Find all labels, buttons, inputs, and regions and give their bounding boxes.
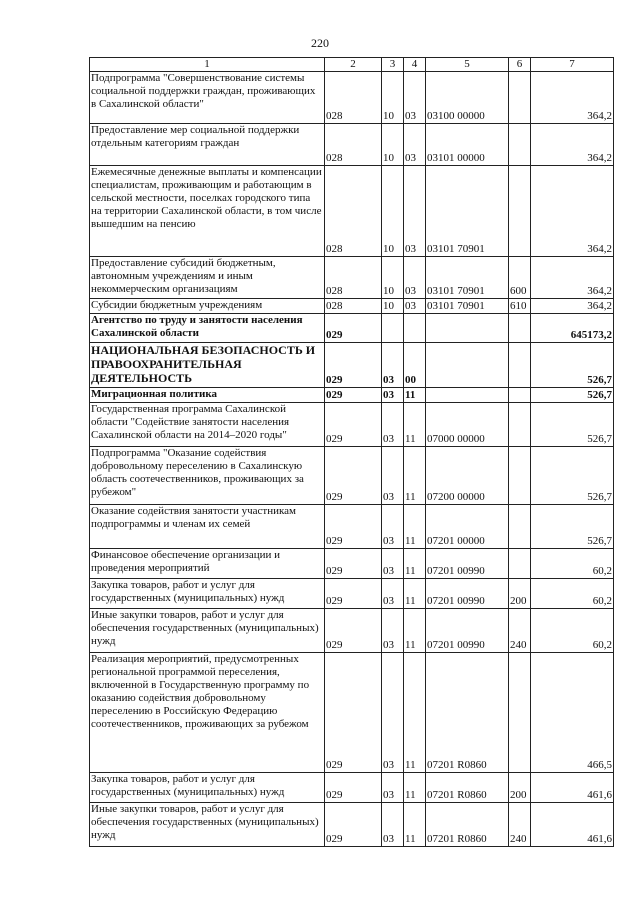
code-target-article bbox=[426, 388, 509, 403]
code-expense-type bbox=[509, 653, 531, 773]
amount-value: 526,7 bbox=[531, 403, 614, 447]
code-subsection: 11 bbox=[404, 447, 426, 505]
code-section: 03 bbox=[382, 403, 404, 447]
code-expense-type bbox=[509, 388, 531, 403]
row-name: Иные закупки товаров, работ и услуг для обеспечения государственных (муниципальных) нужд bbox=[90, 803, 325, 847]
amount-value: 645173,2 bbox=[531, 314, 614, 343]
amount-value: 364,2 bbox=[531, 299, 614, 314]
table-row bbox=[90, 609, 614, 653]
amount-value: 364,2 bbox=[531, 124, 614, 166]
amount-value: 526,7 bbox=[531, 388, 614, 403]
code-ministry: 029 bbox=[325, 314, 382, 343]
column-header: 4 bbox=[404, 58, 426, 72]
code-subsection bbox=[404, 314, 426, 343]
code-target-article: 03101 70901 bbox=[426, 299, 509, 314]
row-name: Миграционная политика bbox=[90, 388, 325, 403]
code-subsection: 11 bbox=[404, 403, 426, 447]
code-expense-type bbox=[509, 124, 531, 166]
amount-value: 60,2 bbox=[531, 609, 614, 653]
table-row bbox=[90, 773, 614, 803]
code-section: 10 bbox=[382, 166, 404, 257]
amount-value: 526,7 bbox=[531, 343, 614, 388]
code-expense-type: 200 bbox=[509, 579, 531, 609]
table-row bbox=[90, 343, 614, 388]
code-section: 03 bbox=[382, 653, 404, 773]
code-ministry: 028 bbox=[325, 299, 382, 314]
table-row bbox=[90, 403, 614, 447]
code-expense-type bbox=[509, 549, 531, 579]
table-row bbox=[90, 166, 614, 257]
code-section: 03 bbox=[382, 609, 404, 653]
row-name: Иные закупки товаров, работ и услуг для обеспечения государственных (муниципальных) нужд bbox=[90, 609, 325, 653]
table-row bbox=[90, 505, 614, 549]
code-target-article: 07201 R0860 bbox=[426, 653, 509, 773]
code-ministry: 028 bbox=[325, 72, 382, 124]
code-expense-type bbox=[509, 403, 531, 447]
row-name: Оказание содействия занятости участникам подпрограммы и членам их семей bbox=[90, 505, 325, 549]
code-ministry: 028 bbox=[325, 124, 382, 166]
table-row bbox=[90, 299, 614, 314]
row-name: Государственная программа Сахалинской области "Содействие занятости населения Сахалинской области на 2014–2020 годы" bbox=[90, 403, 325, 447]
code-target-article: 03100 00000 bbox=[426, 72, 509, 124]
code-expense-type bbox=[509, 72, 531, 124]
row-name: Закупка товаров, работ и услуг для государственных (муниципальных) нужд bbox=[90, 773, 325, 803]
budget-table bbox=[89, 57, 614, 847]
code-subsection: 11 bbox=[404, 609, 426, 653]
code-target-article bbox=[426, 314, 509, 343]
code-expense-type: 240 bbox=[509, 803, 531, 847]
code-target-article: 07200 00000 bbox=[426, 447, 509, 505]
code-subsection: 03 bbox=[404, 124, 426, 166]
code-target-article: 07000 00000 bbox=[426, 403, 509, 447]
code-subsection: 11 bbox=[404, 803, 426, 847]
column-header: 7 bbox=[531, 58, 614, 72]
code-subsection: 11 bbox=[404, 549, 426, 579]
amount-value: 526,7 bbox=[531, 447, 614, 505]
code-ministry: 029 bbox=[325, 343, 382, 388]
code-target-article: 03101 70901 bbox=[426, 257, 509, 299]
table-row bbox=[90, 314, 614, 343]
code-expense-type bbox=[509, 447, 531, 505]
row-name: НАЦИОНАЛЬНАЯ БЕЗОПАСНОСТЬ И ПРАВООХРАНИТЕЛЬНАЯ ДЕЯТЕЛЬНОСТЬ bbox=[90, 343, 325, 388]
amount-value: 364,2 bbox=[531, 257, 614, 299]
code-ministry: 029 bbox=[325, 388, 382, 403]
row-name: Реализация мероприятий, предусмотренных региональной программой переселения, включенной в Государственную программу по оказанию содействия добровольному переселению в Российскую Федерацию соотечественников, проживающих за рубежом bbox=[90, 653, 325, 773]
row-name: Закупка товаров, работ и услуг для государственных (муниципальных) нужд bbox=[90, 579, 325, 609]
code-subsection: 00 bbox=[404, 343, 426, 388]
code-target-article: 03101 70901 bbox=[426, 166, 509, 257]
code-subsection: 03 bbox=[404, 257, 426, 299]
code-target-article bbox=[426, 343, 509, 388]
table-row bbox=[90, 549, 614, 579]
code-section: 03 bbox=[382, 773, 404, 803]
amount-value: 466,5 bbox=[531, 653, 614, 773]
code-ministry: 028 bbox=[325, 257, 382, 299]
code-section: 10 bbox=[382, 124, 404, 166]
code-subsection: 11 bbox=[404, 505, 426, 549]
column-header: 2 bbox=[325, 58, 382, 72]
table-row bbox=[90, 447, 614, 505]
column-header: 6 bbox=[509, 58, 531, 72]
code-expense-type: 240 bbox=[509, 609, 531, 653]
code-subsection: 11 bbox=[404, 773, 426, 803]
code-target-article: 07201 R0860 bbox=[426, 803, 509, 847]
code-expense-type bbox=[509, 314, 531, 343]
amount-value: 461,6 bbox=[531, 803, 614, 847]
table-row bbox=[90, 72, 614, 124]
page-number: 220 bbox=[311, 36, 329, 50]
code-section bbox=[382, 314, 404, 343]
amount-value: 461,6 bbox=[531, 773, 614, 803]
code-section: 10 bbox=[382, 72, 404, 124]
code-section: 03 bbox=[382, 549, 404, 579]
code-target-article: 07201 00990 bbox=[426, 579, 509, 609]
amount-value: 364,2 bbox=[531, 166, 614, 257]
code-ministry: 029 bbox=[325, 447, 382, 505]
code-section: 03 bbox=[382, 447, 404, 505]
code-target-article: 07201 00990 bbox=[426, 549, 509, 579]
code-section: 10 bbox=[382, 299, 404, 314]
table-row bbox=[90, 388, 614, 403]
code-section: 10 bbox=[382, 257, 404, 299]
code-subsection: 03 bbox=[404, 72, 426, 124]
row-name: Предоставление субсидий бюджетным, автономным учреждениям и иным некоммерческим организациям bbox=[90, 257, 325, 299]
code-ministry: 029 bbox=[325, 579, 382, 609]
table-row bbox=[90, 124, 614, 166]
header-row bbox=[90, 58, 614, 72]
code-section: 03 bbox=[382, 803, 404, 847]
amount-value: 526,7 bbox=[531, 505, 614, 549]
code-expense-type bbox=[509, 343, 531, 388]
row-name: Ежемесячные денежные выплаты и компенсации специалистам, проживающим и работающим в сельской местности, поселках городского типа на территории Сахалинской области, в том числе вышедшим на пенсию bbox=[90, 166, 325, 257]
table-row bbox=[90, 803, 614, 847]
code-expense-type: 600 bbox=[509, 257, 531, 299]
code-ministry: 029 bbox=[325, 609, 382, 653]
row-name: Подпрограмма "Оказание содействия добровольному переселению в Сахалинскую область соотечественников, проживающих за рубежом" bbox=[90, 447, 325, 505]
amount-value: 364,2 bbox=[531, 72, 614, 124]
code-expense-type: 610 bbox=[509, 299, 531, 314]
code-subsection: 03 bbox=[404, 166, 426, 257]
code-ministry: 029 bbox=[325, 803, 382, 847]
row-name: Предоставление мер социальной поддержки отдельным категориям граждан bbox=[90, 124, 325, 166]
code-expense-type: 200 bbox=[509, 773, 531, 803]
code-section: 03 bbox=[382, 343, 404, 388]
code-subsection: 11 bbox=[404, 653, 426, 773]
code-section: 03 bbox=[382, 579, 404, 609]
code-target-article: 07201 00000 bbox=[426, 505, 509, 549]
code-target-article: 03101 00000 bbox=[426, 124, 509, 166]
row-name: Агентство по труду и занятости населения Сахалинской области bbox=[90, 314, 325, 343]
code-subsection: 11 bbox=[404, 388, 426, 403]
code-subsection: 03 bbox=[404, 299, 426, 314]
code-ministry: 029 bbox=[325, 505, 382, 549]
code-ministry: 029 bbox=[325, 549, 382, 579]
code-expense-type bbox=[509, 166, 531, 257]
row-name: Подпрограмма "Совершенствование системы социальной поддержки граждан, проживающих в Сахалинской области" bbox=[90, 72, 325, 124]
table-row bbox=[90, 579, 614, 609]
column-header: 1 bbox=[90, 58, 325, 72]
code-section: 03 bbox=[382, 505, 404, 549]
code-ministry: 029 bbox=[325, 403, 382, 447]
amount-value: 60,2 bbox=[531, 579, 614, 609]
code-ministry: 029 bbox=[325, 773, 382, 803]
code-ministry: 028 bbox=[325, 166, 382, 257]
code-target-article: 07201 00990 bbox=[426, 609, 509, 653]
row-name: Субсидии бюджетным учреждениям bbox=[90, 299, 325, 314]
code-subsection: 11 bbox=[404, 579, 426, 609]
column-header: 5 bbox=[426, 58, 509, 72]
code-target-article: 07201 R0860 bbox=[426, 773, 509, 803]
code-expense-type bbox=[509, 505, 531, 549]
code-ministry: 029 bbox=[325, 653, 382, 773]
table-row bbox=[90, 653, 614, 773]
column-header: 3 bbox=[382, 58, 404, 72]
row-name: Финансовое обеспечение организации и проведения мероприятий bbox=[90, 549, 325, 579]
code-section: 03 bbox=[382, 388, 404, 403]
amount-value: 60,2 bbox=[531, 549, 614, 579]
table-row bbox=[90, 257, 614, 299]
